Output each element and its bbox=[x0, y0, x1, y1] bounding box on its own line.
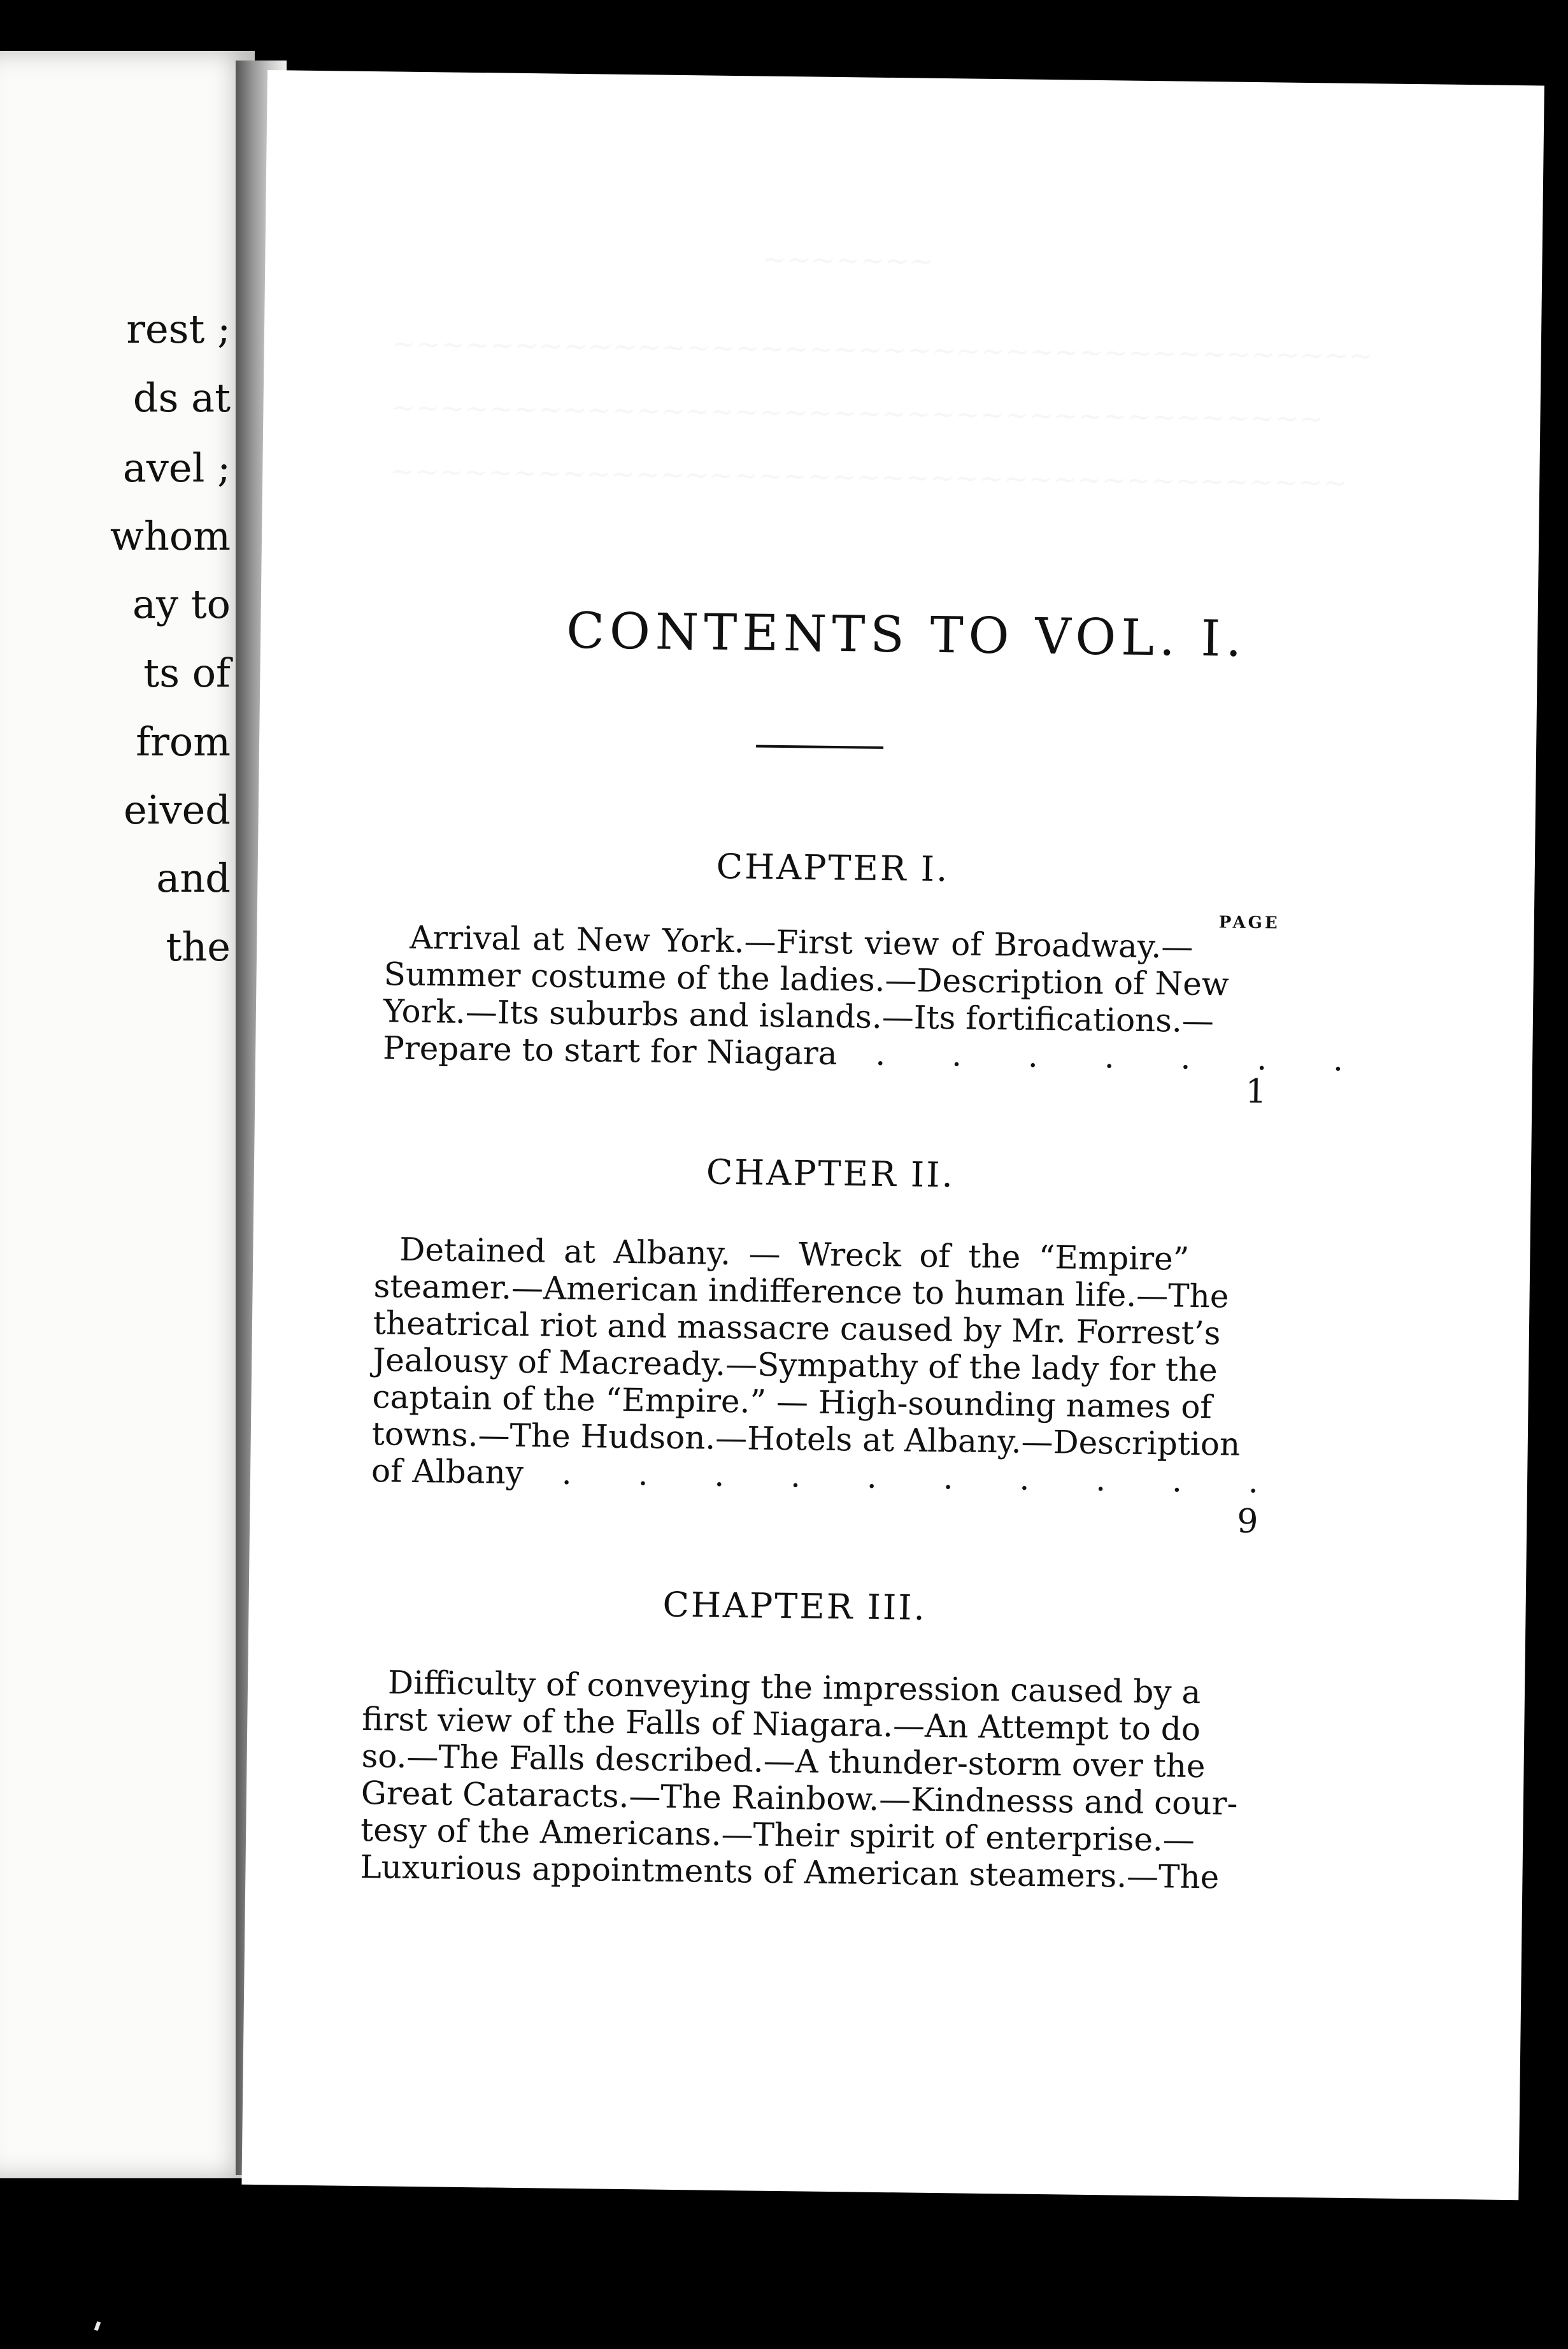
scan-speck bbox=[94, 2321, 101, 2331]
previous-page bbox=[0, 51, 255, 2178]
chapter-summary bbox=[371, 1231, 1287, 1501]
summary-line-text: Prepare to start for Niagara bbox=[382, 1029, 837, 1073]
summary-line: Jealousy of Macready.—Sympathy of the lady for the bbox=[372, 1341, 1218, 1389]
chapter-summary bbox=[360, 1664, 1238, 1896]
summary-line: towns.—The Hudson.—Hotels at Albany.—Description bbox=[371, 1415, 1241, 1463]
left-page-line: from bbox=[136, 718, 231, 765]
summary-line: so.—The Falls described.—A thunder-storm over the bbox=[361, 1738, 1206, 1785]
show-through-text bbox=[391, 326, 1373, 373]
show-through-text bbox=[762, 242, 934, 278]
left-page-line: ds at bbox=[132, 375, 231, 421]
summary-line: tesy of the Americans.—Their spirit of enterprise.— bbox=[360, 1811, 1195, 1859]
summary-line: Great Cataracts.—The Rainbow.—Kindnesss and cour- bbox=[360, 1774, 1238, 1822]
chapter-heading: CHAPTER I. bbox=[716, 846, 950, 890]
summary-line: Summer costume of the ladies.—Description of New bbox=[383, 955, 1229, 1003]
chapter-heading: CHAPTER II. bbox=[706, 1152, 955, 1196]
left-page-line: whom bbox=[110, 513, 231, 559]
page-number: 1 bbox=[1245, 1072, 1267, 1111]
title-rule bbox=[756, 745, 883, 748]
left-page-line: the bbox=[166, 924, 231, 970]
summary-line: first view of the Falls of Niagara.—An Attempt to do bbox=[362, 1701, 1201, 1748]
left-page-line: ts of bbox=[143, 650, 231, 696]
summary-line: Arrival at New York.—First view of Broadway.— bbox=[410, 918, 1194, 966]
summary-line: Detained at Albany. — Wreck of the “Empire” bbox=[399, 1231, 1190, 1278]
summary-line: York.—Its suburbs and islands.—Its fortifications.— bbox=[383, 992, 1215, 1040]
contents-page bbox=[241, 70, 1544, 2200]
left-page-line: avel ; bbox=[122, 445, 231, 491]
dot-leader: . . . . . . . bbox=[837, 1035, 1372, 1079]
dot-leader: . . . . . . . . . . bbox=[523, 1454, 1287, 1501]
summary-line: Luxurious appointments of American steamers.—The bbox=[360, 1848, 1220, 1896]
page-column-label: PAGE bbox=[1218, 913, 1280, 933]
chapter-heading: CHAPTER III. bbox=[662, 1584, 927, 1628]
left-page-line: and bbox=[156, 855, 231, 901]
summary-line: Difficulty of conveying the impression caused by a bbox=[387, 1664, 1201, 1711]
left-page-line: ay to bbox=[132, 581, 231, 627]
left-page-line: eived bbox=[124, 787, 231, 833]
summary-line-text: of Albany bbox=[371, 1452, 524, 1492]
summary-line: steamer.—American indifference to human life.—The bbox=[373, 1267, 1229, 1315]
left-page-line: rest ; bbox=[126, 306, 231, 352]
show-through-text bbox=[390, 453, 1348, 499]
show-through-text bbox=[390, 390, 1323, 436]
summary-line: theatrical riot and massacre caused by Mr. Forrest’s bbox=[373, 1304, 1221, 1352]
contents-title: CONTENTS TO VOL. I. bbox=[566, 602, 1247, 668]
summary-line: captain of the “Empire.” — High-sounding names of bbox=[372, 1378, 1213, 1426]
page-number: 9 bbox=[1236, 1502, 1258, 1541]
